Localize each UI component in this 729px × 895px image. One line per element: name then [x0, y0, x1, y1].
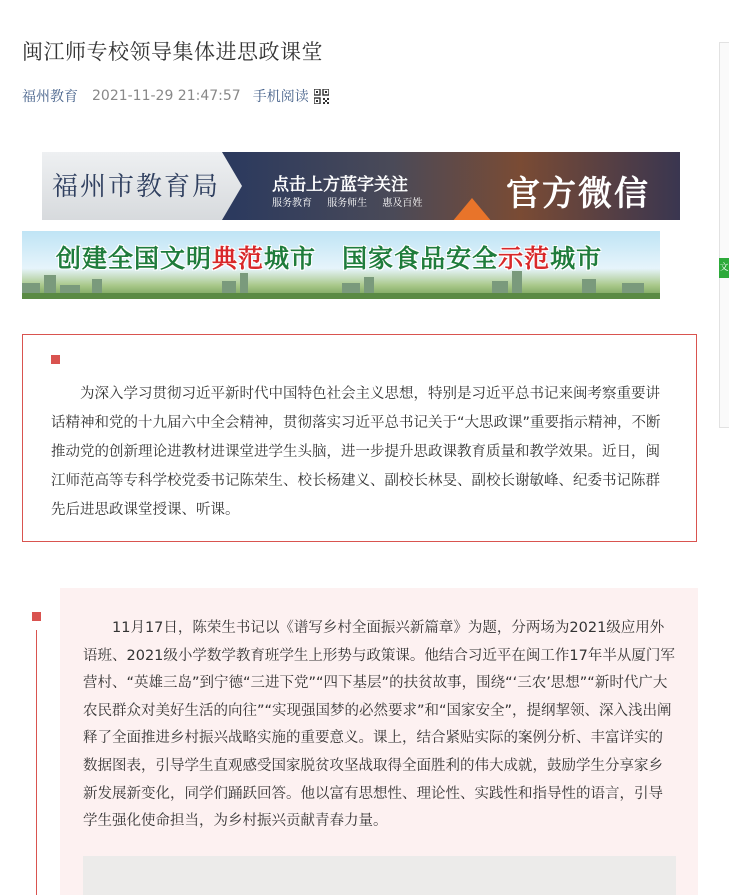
qr-code-icon[interactable] [314, 89, 329, 104]
article-title: 闽江师专校领导集体进思政课堂 [22, 40, 323, 64]
mobile-read-link[interactable]: 手机阅读 [252, 89, 309, 105]
intro-box [22, 334, 697, 542]
slogan-part: 创建全国文明 [56, 244, 213, 273]
slogan-highlight: 典范 [212, 244, 265, 273]
section-marker-icon [32, 612, 41, 621]
article-image [83, 856, 676, 895]
intro-paragraph: 为深入学习贯彻习近平新时代中国特色社会主义思想，特别是习近平总书记来闽考察重要讲话精神和党的十九届六中全会精神，贯彻落实习近平总书记关于“大思政课”重要指示精神，不断推动党的创新理论进教材进课堂进学生头脑，进一步提升思政课教育质量和教学效果。近日，闽江师范高等专科学校党委书记陈荣生、校长杨建义、副校长林旻、副校长谢敏峰、纪委书记陈群先后进思政课堂授课、听课。 [51, 386, 661, 518]
banner-slogan [56, 239, 602, 275]
source-link[interactable]: 福州教育 [22, 89, 78, 105]
slogan-highlight: 示范 [498, 244, 551, 273]
banner-tag: 惠及百姓 [382, 198, 423, 209]
follow-cta: 点击上方蓝字关注 [272, 175, 408, 195]
section-paragraph: 11月17日，陈荣生书记以《谱写乡村全面振兴新篇章》为题，分两场为2021级应用外语班、2021级小学数学教育班学生上形势与政策课。他结合习近平在闽工作17年半从厦门军营村、“英雄三岛”到宁德“三进下党”“四下基层”的扶贫故事，围绕“‘三农’思想”“新时代广大农民群众对美好生活的向往”“实现强国梦的必然要求”和“国家安全”，提纲挈领、深入浅出阐释了全面推进乡村振兴战略实施的重要意义。课上，结合紧贴实际的案例分析、丰富详实的数据图表，引导学生直观感受国家脱贫攻坚战取得全面胜利的伟大成就，鼓励学生分享家乡新发展新变化，同学们踊跃回答。他以富有思想性、理论性、实践性和指导性的语言，引导学生强化使命担当，为乡村振兴贡献青春力量。 [83, 620, 675, 830]
section-panel [60, 588, 698, 895]
banner-decoration [452, 198, 492, 220]
article-meta [22, 86, 329, 106]
banner-tag: 服务教育 [272, 198, 312, 209]
slogan-part: 国家食品安全 [342, 244, 499, 273]
slogan-part: 城市 [264, 244, 317, 273]
banner-tag: 服务师生 [327, 198, 368, 209]
bureau-name: 福州市教育局 [52, 172, 221, 202]
banner-tags [272, 194, 434, 209]
slogan-gap [316, 244, 342, 273]
right-sidebar-panel [719, 42, 729, 428]
publish-datetime: 2021-11-29 21:47:57 [92, 88, 241, 104]
slogan-part: 城市 [550, 244, 603, 273]
section-marker-icon [51, 355, 60, 364]
civilized-city-banner[interactable] [22, 231, 660, 299]
right-sidebar-tab[interactable]: 文 [719, 258, 729, 278]
wechat-banner[interactable] [42, 152, 680, 220]
official-wechat-label: 官方微信 [506, 174, 650, 214]
section-timeline-line [36, 630, 37, 895]
